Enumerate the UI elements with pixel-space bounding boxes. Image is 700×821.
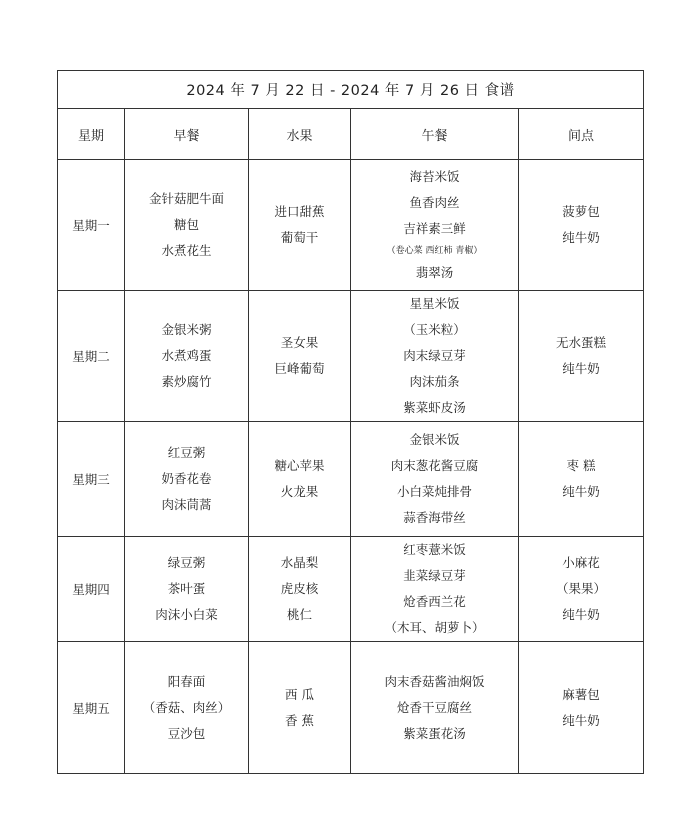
header-day: 星期 [58,109,125,160]
fruit-item: 虎皮核 [280,581,319,596]
fruit-cell [249,291,351,422]
lunch-item: 翡翠汤 [415,265,454,280]
fruit-item: 糖心苹果 [274,458,325,473]
breakfast-item: （香菇、肉丝） [142,699,231,715]
lunch-item: 小白菜炖排骨 [396,484,472,499]
breakfast-item: 水煮鸡蛋 [161,348,212,363]
lunch-item: （卷心菜 西红柿 青椒） [386,246,483,256]
fruit-item: 葡萄干 [280,230,319,245]
breakfast-item: 豆沙包 [167,725,206,741]
fruit-item: 桃仁 [286,607,312,622]
lunch-item: 吉祥素三鲜 [403,221,466,236]
snack-item: 小麻花 [562,555,600,570]
breakfast-item: 金银米粥 [161,322,212,337]
breakfast-item: 肉沫小白菜 [155,607,218,622]
breakfast-item: 肉沫茼蒿 [161,497,212,512]
header-lunch: 午餐 [351,109,519,160]
header-fruit: 水果 [249,109,351,160]
fruit-item: 进口甜蕉 [274,204,325,219]
lunch-item: 炝香干豆腐丝 [396,699,472,715]
snack-item: 纯牛奶 [562,230,600,245]
lunch-item: （木耳、胡萝卜） [384,620,485,635]
lunch-item: 紫菜蛋花汤 [403,725,466,741]
snack-item: 纯牛奶 [562,361,600,376]
lunch-item: 肉末绿豆芽 [403,348,466,363]
lunch-item: 韭菜绿豆芽 [403,568,466,583]
lunch-item: 肉末葱花酱豆腐 [390,458,479,473]
lunch-item: 红枣薏米饭 [403,542,466,557]
fruit-item: 火龙果 [280,484,319,499]
lunch-cell [351,422,519,537]
lunch-item: 鱼香肉丝 [409,195,460,210]
snack-cell [519,537,644,642]
title-row [58,71,644,109]
lunch-item: 炝香西兰花 [403,594,466,609]
breakfast-cell [125,642,249,774]
snack-item: 纯牛奶 [562,484,600,499]
breakfast-cell [125,422,249,537]
menu-title: 2024 年 7 月 22 日 - 2024 年 7 月 26 日 食谱 [58,71,644,109]
lunch-item: 肉末香菇酱油焖饭 [384,673,485,689]
day-cell: 星期四 [58,537,125,642]
breakfast-cell [125,160,249,291]
header-row [58,109,644,160]
day-row [58,537,644,642]
snack-item: 菠萝包 [562,204,600,219]
day-row [58,422,644,537]
snack-item: 纯牛奶 [562,607,600,622]
lunch-cell [351,642,519,774]
day-row [58,160,644,291]
fruit-cell [249,160,351,291]
lunch-item: 海苔米饭 [409,169,460,184]
header-snack: 间点 [519,109,644,160]
snack-item: 无水蛋糕 [556,335,607,350]
day-cell: 星期五 [58,642,125,774]
snack-item: 纯牛奶 [562,712,600,728]
snack-item: 枣 糕 [566,458,596,473]
breakfast-item: 阳春面 [167,673,206,689]
snack-item: （果果） [556,581,607,596]
snack-cell [519,291,644,422]
breakfast-item: 金针菇肥牛面 [148,191,224,206]
fruit-item: 圣女果 [280,335,319,350]
breakfast-item: 素炒腐竹 [161,374,212,389]
fruit-cell [249,422,351,537]
breakfast-cell [125,291,249,422]
breakfast-cell [125,537,249,642]
snack-cell [519,160,644,291]
lunch-item: 肉沫茄条 [409,374,460,389]
day-row [58,291,644,422]
breakfast-item: 绿豆粥 [167,555,206,570]
lunch-item: 星星米饭 [409,296,460,311]
lunch-item: 紫菜虾皮汤 [403,400,466,415]
day-row [58,642,644,774]
breakfast-item: 水煮花生 [161,243,212,258]
header-breakfast: 早餐 [125,109,249,160]
fruit-item: 水晶梨 [280,555,319,570]
day-cell: 星期二 [58,291,125,422]
fruit-item: 西 瓜 [285,686,314,702]
weekly-menu-table [57,70,644,774]
lunch-item: 蒜香海带丝 [403,510,466,525]
breakfast-item: 茶叶蛋 [167,581,206,596]
lunch-cell [351,160,519,291]
lunch-item: （玉米粒） [403,322,466,337]
fruit-cell [249,537,351,642]
fruit-cell [249,642,351,774]
lunch-cell [351,537,519,642]
breakfast-item: 糖包 [173,217,199,232]
fruit-item: 香 蕉 [285,712,314,728]
fruit-item: 巨峰葡萄 [274,361,325,376]
breakfast-item: 红豆粥 [167,445,206,460]
snack-cell [519,642,644,774]
day-cell: 星期一 [58,160,125,291]
lunch-cell [351,291,519,422]
breakfast-item: 奶香花卷 [161,471,212,486]
snack-item: 麻薯包 [562,686,600,702]
day-cell: 星期三 [58,422,125,537]
snack-cell [519,422,644,537]
lunch-item: 金银米饭 [409,432,460,447]
